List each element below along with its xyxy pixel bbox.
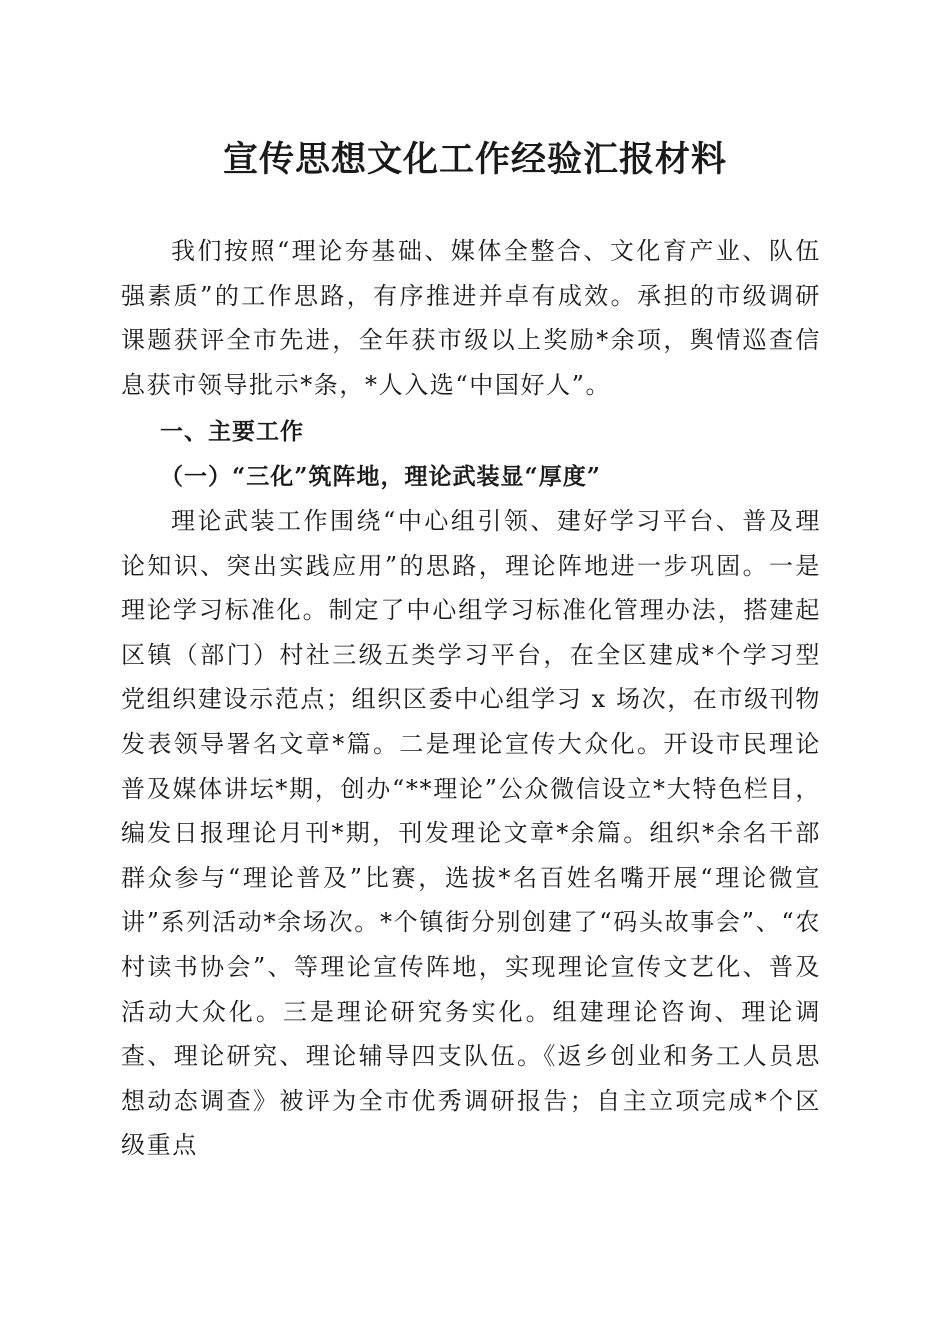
subsection-heading: （一）“三化”筑阵地，理论武装显“厚度”	[160, 463, 601, 490]
theory-paragraph: 理论武装工作围绕“中心组引领、建好学习平台、普及理论知识、突出实践应用”的思路，理论阵地进一步巩固。一是理论学习标准化。制定了中心组学习标准化管理办法，搭建起区镇（部门）村社三级五类学习平台，在全区建成*个学习型党组织建设示范点；组织区委中心组学习 x 场次，在市级刊物发表领导署名文章*篇。二是理论宣传大众化。开设市民理论普及媒体讲坛*期，创办“**理论”公众微信设立*大特色栏目，编发日报理论月刊*期，刊发理论文章*余篇。组织*余名干部群众参与“理论普及”比赛，选拔*名百姓名嘴开展“理论微宣讲”系列活动*余场次。*个镇街分别创建了“码头故事会”、“农村读书协会”、等理论宣传阵地，实现理论宣传文艺化、普及活动大众化。三是理论研究务实化。组建理论咨询、理论调查、理论研究、理论辅导四支队伍。《返乡创业和务工人员思想动态调查》被评为全市优秀调研报告；自主立项完成*个区级重点	[121, 507, 821, 1160]
intro-paragraph: 我们按照“理论夯基础、媒体全整合、文化育产业、队伍强素质”的工作思路，有序推进并卓有成效。承担的市级调研课题获评全市先进，全年获市级以上奖励*余项，舆情巡查信息获市领导批示*条，*人入选“中国好人”。	[121, 237, 821, 399]
section-heading: 一、主要工作	[160, 419, 304, 445]
document-title: 宣传思想文化工作经验汇报材料	[222, 139, 727, 180]
